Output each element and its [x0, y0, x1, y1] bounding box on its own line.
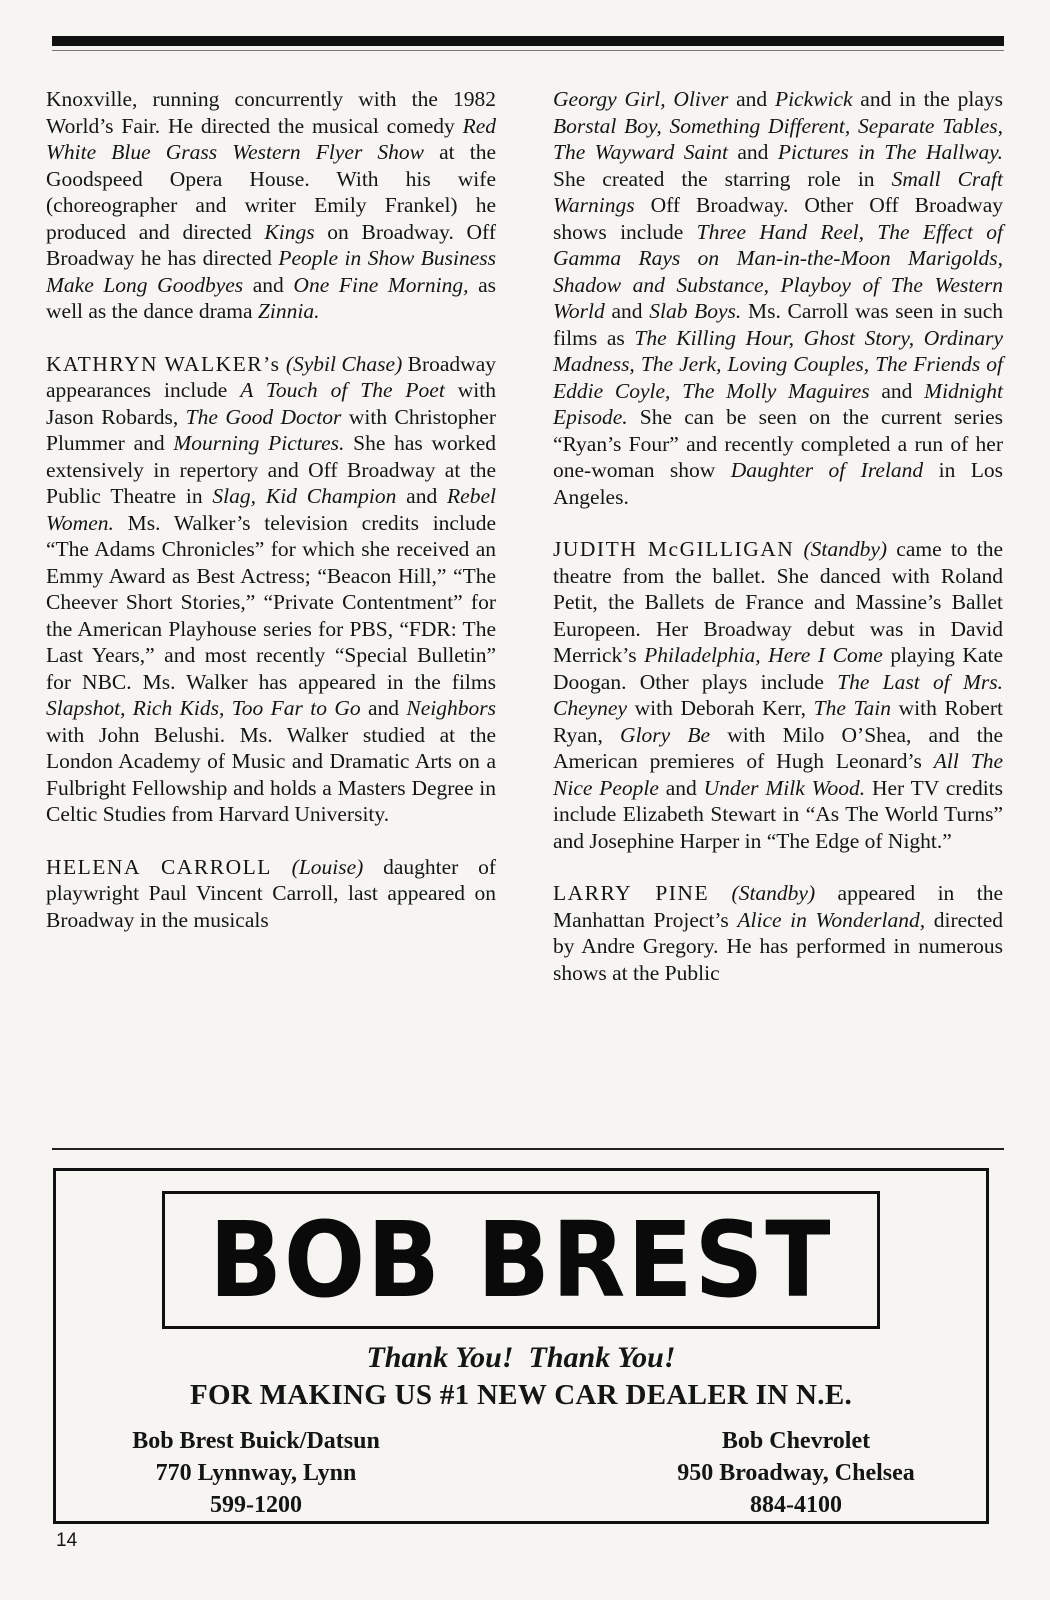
section-divider [52, 1148, 1004, 1150]
text: and [604, 299, 650, 323]
title-italic: All The Nice People [553, 749, 1003, 800]
title-italic: Under Milk Wood. [703, 775, 866, 800]
title-italic: Neighbors [406, 696, 496, 720]
text: She created the starring role in [553, 166, 892, 191]
title-italic: Kings [264, 219, 315, 244]
title-italic: The Killing Hour, Ghost Story, Ordinary Madness, The Jerk, Loving Couples, The Friends of Eddie Coyle, The Molly Maguires [553, 325, 1003, 403]
text: and [360, 696, 407, 720]
bio-continuation [46, 86, 496, 325]
dealer-phone: 599-1200 [210, 1492, 302, 1518]
dealer-phone: 884-4100 [750, 1492, 842, 1518]
bob-brest-logo [162, 1191, 880, 1329]
bio-helena-carroll-continued [553, 86, 1003, 510]
text: and [658, 775, 704, 800]
text: with Robert Ryan, [553, 696, 1003, 747]
role-name: (Standby) [803, 537, 888, 561]
title-italic: Slapshot, Rich Kids, Too Far to Go [46, 696, 361, 720]
role-name: (Standby) [731, 881, 816, 905]
text: and in the plays [852, 87, 1004, 111]
text: and [728, 87, 775, 111]
text: She has worked extensively in repertory and Off Broadway at the Public Theatre in [46, 431, 496, 508]
role-name: (Sybil Chase) [285, 351, 403, 376]
title-italic: A Touch of The Poet [240, 378, 445, 402]
role-name: (Louise) [291, 854, 364, 879]
bio-helena-carroll [46, 854, 496, 934]
title-italic: Three Hand Reel, The Effect of Gamma Rays on Man-in-the-Moon Marigolds, Shadow and Substance, Playboy of The Western World [553, 219, 1003, 323]
right-column [553, 86, 1003, 986]
title-italic: Glory Be [620, 722, 711, 747]
text: came to the theatre from the ballet. She danced with Roland Petit, the Ballets de France and Massine’s Ballet Europeen. Her Broadway debut was in David Merrick’s [553, 537, 1004, 667]
title-italic: People in Show Business Make Long Goodbyes [46, 246, 496, 297]
text: with Milo O’Shea, and the American premieres of Hugh Leonard’s [553, 722, 1003, 773]
text: daughter of playwright Paul Vincent Carroll, last appeared on Broadway in the musicals [46, 854, 496, 932]
dealer-advertisement [53, 1168, 989, 1524]
text: playing Kate Doogan. Other plays include [553, 643, 1003, 694]
text: with Christopher Plummer and [46, 404, 497, 455]
title-italic: Philadelphia, Here I Come [644, 643, 883, 667]
title-italic: The Last of Mrs. Cheyney [553, 669, 1004, 720]
title-italic: Mourning Pictures. [173, 431, 345, 455]
title-italic: One Fine Morning, [293, 272, 469, 297]
text: Ms. Carroll was seen in such films as [553, 299, 1003, 350]
dealer-name: Bob Chevrolet [721, 1428, 871, 1454]
title-italic: Zinnia. [257, 299, 320, 323]
logo-text: BOB BREST [209, 1199, 833, 1321]
text: She can be seen on the current series “Ryan’s Four” and recently completed a run of her one-woman show [553, 405, 1003, 482]
title-italic: Rebel Women. [46, 484, 496, 535]
text: Off Broadway. Other Off Broadway shows include [553, 193, 1003, 244]
title-italic: Slab Boys. [649, 299, 742, 323]
text: directed by Andre Gregory. He has performed in numerous shows at the Public [553, 907, 1003, 985]
title-italic: The Tain [813, 696, 891, 720]
text: Knoxville, running concurrently with the 1982 World’s Fair. He directed the musical comedy [46, 87, 496, 138]
title-italic: Midnight Episode. [553, 378, 1004, 429]
bio-larry-pine [553, 880, 1003, 986]
dealer-name: Bob Brest Buick/Datsun [132, 1428, 380, 1454]
text: on Broadway. Off Broadway he has directed [46, 219, 496, 270]
title-italic: Georgy Girl, Oliver [553, 87, 729, 111]
text: with Deborah Kerr, [627, 696, 814, 720]
dealer-address: 950 Broadway, Chelsea [677, 1460, 915, 1486]
page-number: 14 [56, 1530, 78, 1551]
text: Ms. Walker’s television credits include “The Adams Chronicles” for which she received an Emmy Award as Best Actress; “Beacon Hill,” “The Cheever Short Stories,” “Private Contentment” for the American Playhouse series for PBS, “FDR: The Last Years,” and most recently “Special Bulletin” for NBC. Ms. Walker has appeared in the films [46, 510, 496, 694]
dealer-buick-datsun [96, 1425, 416, 1521]
actor-name: JUDITH McGILLIGAN [553, 537, 795, 561]
title-italic: Pickwick [774, 87, 853, 111]
text: and [869, 378, 925, 403]
top-rule [52, 36, 1004, 46]
dealer-chevrolet [636, 1425, 956, 1521]
title-italic: Small Craft Warnings [553, 166, 1003, 217]
text: Broadway appearances include [46, 351, 496, 402]
title-italic: Pictures in The Hallway. [777, 140, 1004, 164]
title-italic: Daughter of Ireland [730, 458, 924, 482]
text: appeared in the Manhattan Project’s [553, 881, 1003, 932]
title-italic: Red White Blue Grass Western Flyer Show [46, 113, 496, 164]
title-italic: Slag, Kid Champion [212, 484, 397, 508]
text: with John Belushi. Ms. Walker studied at the London Academy of Music and Dramatic Arts on a Fulbright Fellowship and holds a Masters Degree in Celtic Studies from Harvard University. [46, 722, 496, 826]
text: and [396, 484, 448, 508]
title-italic: The Good Doctor [185, 404, 342, 429]
text: at the Goodspeed Opera House. With his wife (choreographer and writer Emily Frankel) he produced and directed [46, 140, 496, 244]
text: in Los Angeles. [553, 458, 1003, 509]
actor-name: LARRY PINE [553, 881, 710, 905]
bio-judith-mcgilligan [553, 536, 1003, 854]
text: with Jason Robards, [46, 378, 496, 429]
text: as well as the dance drama [46, 272, 497, 323]
bio-kathryn-walker [46, 351, 496, 828]
top-rule-thin [52, 50, 1004, 51]
ad-thanks: Thank You! Thank You! [366, 1341, 676, 1374]
text: and [727, 140, 778, 164]
title-italic: Borstal Boy, Something Different, Separate Tables, The Wayward Saint [553, 113, 1003, 164]
left-column [46, 86, 496, 933]
actor-name: KATHRYN WALKER’s [46, 351, 281, 376]
title-italic: Alice in Wonderland, [737, 907, 926, 932]
dealer-address: 770 Lynnway, Lynn [155, 1460, 357, 1486]
text: and [243, 272, 294, 297]
ad-headline: FOR MAKING US #1 NEW CAR DEALER IN N.E. [189, 1379, 853, 1411]
actor-name: HELENA CARROLL [46, 854, 272, 879]
text: Her TV credits include Elizabeth Stewart in “As The World Turns” and Josephine Harper in “The Edge of Night.” [553, 775, 1004, 853]
